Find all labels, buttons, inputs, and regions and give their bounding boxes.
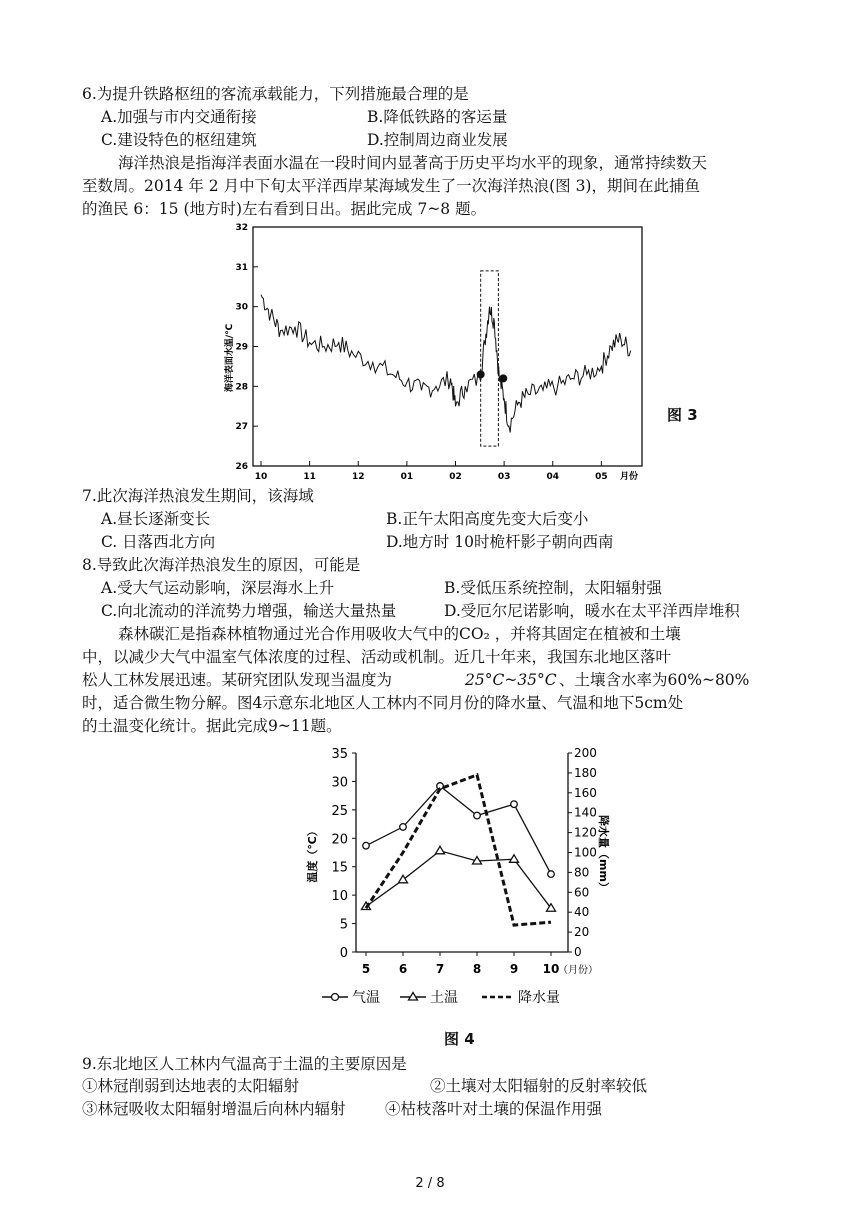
q8-stem: 8.导致此次海洋热浪发生的原因，可能是: [82, 556, 361, 574]
x-tick-label: 10: [542, 962, 560, 976]
q6-option-c: C.建设特色的枢纽建筑: [101, 131, 257, 149]
passage1-line3: 的渔民 6：15 (地方时)左右看到日出。据此完成 7~8 题。: [82, 200, 487, 218]
passage2-temperature-range: 25°C~35°C: [465, 671, 557, 689]
q9-option-2: ②土壤对太阳辐射的反射率较低: [430, 1077, 648, 1095]
q7-stem: 7.此次海洋热浪发生期间，该海域: [82, 487, 314, 505]
legend-circle-marker: [332, 994, 339, 1001]
x-tick-label: 05: [595, 472, 608, 482]
passage2-line3a: 松人工林发展迅速。某研究团队发现当温度为: [82, 671, 393, 689]
figure3-axes: [235, 223, 642, 482]
heatwave-marker-dot: [477, 370, 485, 378]
q9-stem: 9.东北地区人工林内气温高于土温的主要原因是: [82, 1055, 407, 1073]
y-tick-label: 28: [235, 382, 248, 393]
left-y-tick-label: 30: [331, 775, 348, 791]
figure3-label: 图 3: [667, 406, 698, 424]
x-tick-label: 04: [546, 472, 560, 482]
left-y-tick-label: 15: [331, 860, 348, 876]
q9-option-4: ④枯枝落叶对土壤的保温作用强: [385, 1100, 603, 1118]
passage2-line5: 的土温变化统计。据此完成9~11题。: [82, 717, 342, 735]
q7-option-a: A.昼长逐渐变长: [101, 510, 211, 528]
soil-temp-point: [436, 846, 445, 854]
right-y-tick-label: 160: [574, 785, 597, 800]
q8-option-b: B.受低压系统控制，太阳辐射强: [444, 579, 662, 597]
x-tick-label: 7: [435, 962, 445, 976]
series-line-air-temp: [366, 786, 551, 874]
heatwave-highlight-box: [481, 271, 499, 446]
figure3-marks: [261, 271, 631, 446]
x-tick-label: 11: [303, 472, 316, 482]
soil-temp-point: [399, 875, 408, 883]
q6-option-b: B.降低铁路的客运量: [367, 108, 508, 126]
air-temp-point: [400, 824, 407, 831]
figure4-chart: [300, 738, 630, 1013]
figure4-legend: [322, 989, 560, 1006]
x-tick-label: 9: [509, 962, 519, 976]
y-tick-label: 29: [235, 342, 248, 353]
x-tick-label: 03: [497, 472, 511, 482]
right-y-tick-label: 180: [574, 765, 597, 780]
x-tick-label: 8: [472, 962, 482, 976]
figure3-ylabel: 海洋表面水温/℃: [225, 323, 235, 393]
left-y-tick-label: 25: [331, 803, 348, 819]
x-unit-label: （月份）: [558, 965, 598, 976]
q6-stem: 6.为提升铁路枢纽的客流承载能力，下列措施最合理的是: [82, 85, 469, 103]
y-tick-label: 31: [235, 262, 248, 273]
left-y-tick-label: 35: [331, 747, 348, 762]
passage2-line4: 时，适合微生物分解。图4示意东北地区人工林内不同月份的降水量、气温和地下5cm处: [82, 694, 684, 712]
legend-precipitation: 降水量: [518, 990, 560, 1006]
y-tick-label: 27: [235, 422, 248, 433]
right-y-tick-label: 60: [574, 885, 590, 900]
right-y-tick-label: 120: [574, 825, 597, 840]
legend-soil-temp: 土温: [430, 990, 458, 1006]
q7-option-d: D.地方时 10时桅杆影子朝向西南: [386, 533, 614, 551]
q9-option-1: ①林冠削弱到达地表的太阳辐射: [82, 1077, 300, 1095]
y-tick-label: 26: [235, 462, 248, 472]
x-tick-label: 5: [361, 962, 371, 976]
figure4-ylabel-left: 温度（℃）: [306, 825, 319, 883]
x-tick-label: 12: [351, 472, 365, 482]
passage2-line3c: 、土壤含水率为60%~80%: [559, 671, 750, 689]
left-y-tick-label: 0: [339, 946, 348, 961]
heatwave-marker-dot: [499, 374, 507, 382]
right-y-tick-label: 100: [574, 845, 597, 860]
x-tick-label: 10: [254, 472, 268, 482]
figure3-chart: [210, 218, 650, 490]
y-tick-label: 30: [235, 302, 248, 313]
soil-temp-point: [510, 855, 519, 863]
x-tick-label: 6: [398, 962, 408, 976]
right-y-tick-label: 200: [574, 746, 597, 760]
left-y-tick-label: 10: [331, 889, 348, 905]
q7-option-c: C. 日落西北方向: [101, 533, 216, 551]
x-tick-label: 02: [449, 472, 462, 482]
right-y-tick-label: 0: [574, 945, 582, 959]
x-tick-label: 01: [400, 472, 414, 482]
q6-option-a: A.加强与市内交通衔接: [101, 108, 257, 126]
q9-option-3: ③林冠吸收太阳辐射增温后向林内辐射: [82, 1100, 346, 1118]
air-temp-point: [511, 801, 518, 808]
q7-option-b: B.正午太阳高度先变大后变小: [386, 510, 589, 528]
figure4-label: 图 4: [444, 1030, 475, 1048]
q8-option-c: C.向北流动的洋流势力增强，输送大量热量: [101, 602, 397, 620]
figure4-ylabel-right: 降水量（mm）: [597, 815, 610, 893]
left-y-tick-label: 5: [339, 917, 348, 933]
right-y-tick-label: 80: [574, 865, 590, 880]
passage1-line2: 至数周。2014 年 2 月中下旬太平洋西岸某海域发生了一次海洋热浪(图 3)，期间在此捕鱼: [82, 177, 700, 195]
passage2-line2: 中，以减少大气中温室气体浓度的过程、活动或机制。近几十年来，我国东北地区落叶: [82, 648, 672, 666]
passage1-line1: 海洋热浪是指海洋表面水温在一段时间内显著高于历史平均水平的现象，通常持续数天: [118, 154, 708, 172]
legend-air-temp: 气温: [352, 990, 380, 1006]
plot-frame: [253, 227, 642, 466]
y-tick-label: 32: [235, 223, 248, 233]
air-temp-point: [474, 812, 481, 819]
figure4-marks: [362, 775, 556, 925]
passage2-line1: 森林碳汇是指森林植物通过光合作用吸收大气中的CO₂ ，并将其固定在植被和土壤: [118, 625, 681, 643]
air-temp-point: [548, 871, 555, 878]
right-y-tick-label: 40: [574, 905, 590, 920]
right-y-tick-label: 140: [574, 805, 597, 820]
series-line-precipitation: [366, 775, 551, 925]
x-unit-label: 月份: [620, 472, 639, 482]
left-y-tick-label: 20: [331, 832, 348, 848]
right-y-tick-label: 20: [574, 925, 590, 940]
series-line-soil-temp: [366, 851, 551, 908]
q6-option-d: D.控制周边商业发展: [367, 131, 508, 149]
q8-option-a: A.受大气运动影响，深层海水上升: [101, 579, 335, 597]
page-number: 2 / 8: [415, 1176, 445, 1191]
q8-option-d: D.受厄尔尼诺影响，暖水在太平洋西岸堆积: [444, 602, 740, 620]
sst-series-line: [261, 295, 631, 433]
air-temp-point: [363, 842, 370, 849]
